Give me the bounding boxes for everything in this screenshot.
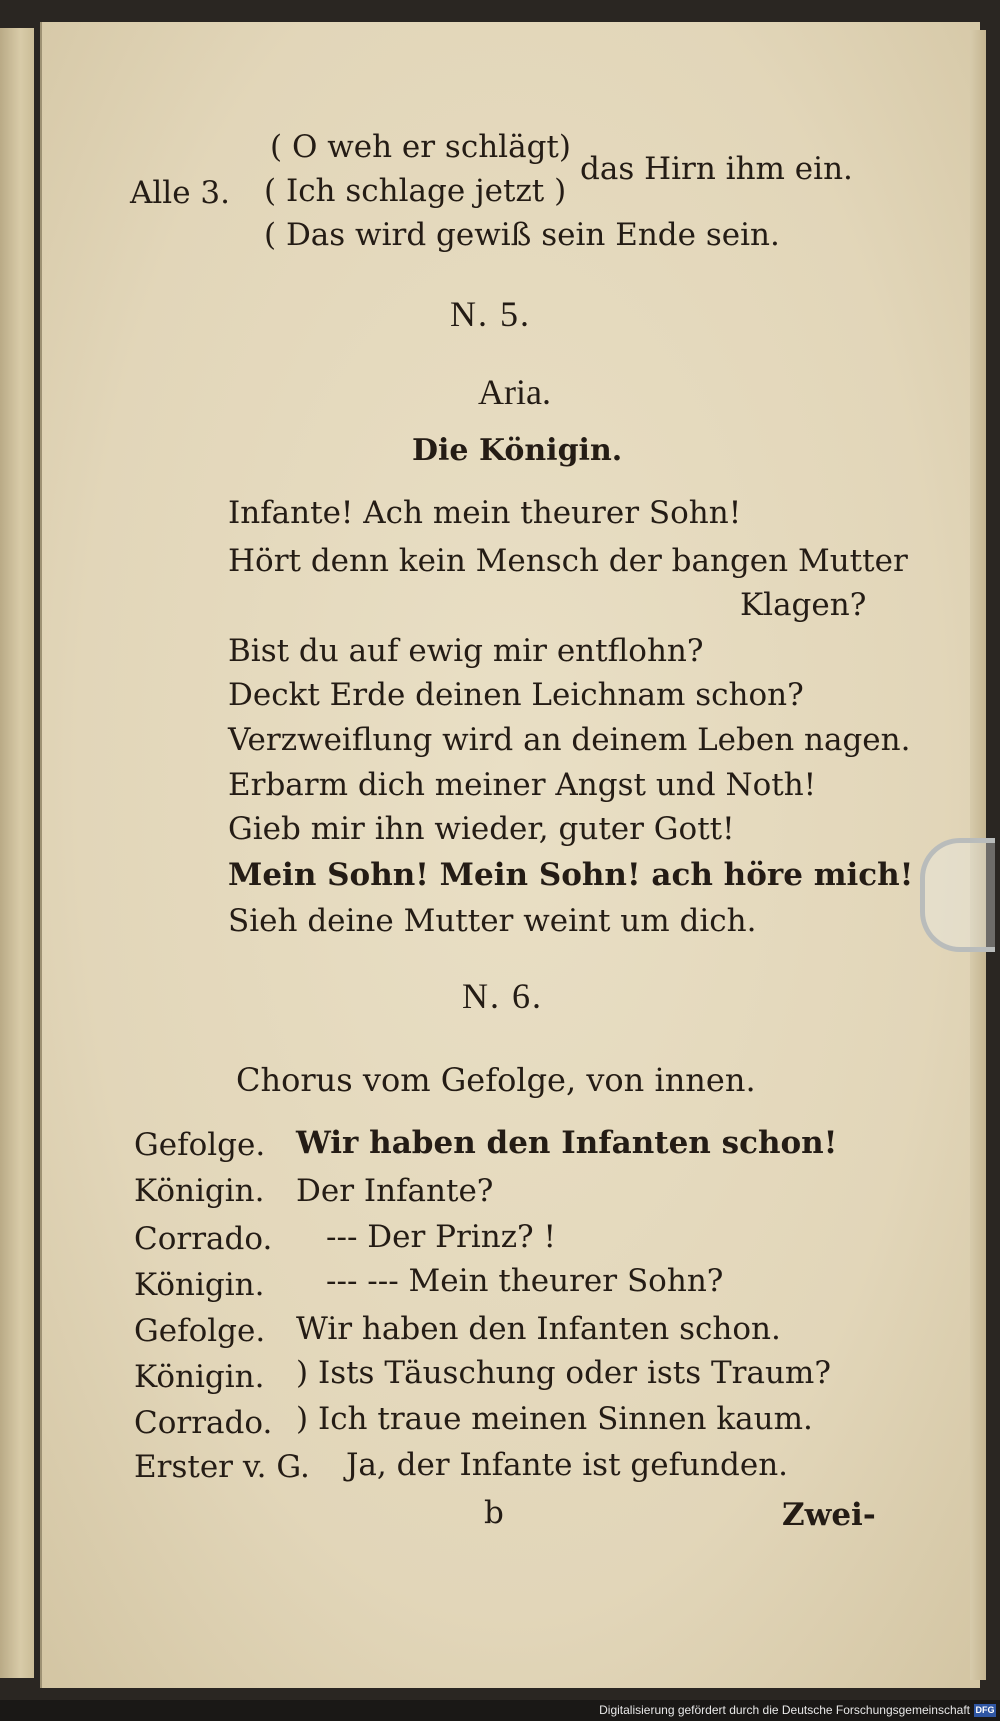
- dialogue-text: Wir haben den Infanten schon.: [296, 1311, 781, 1347]
- dialogue-speaker: Königin.: [134, 1173, 265, 1209]
- dialogue-speaker: Corrado.: [134, 1405, 273, 1441]
- trio-shared-line: das Hirn ihm ein.: [580, 151, 853, 187]
- page-clip: [920, 838, 995, 952]
- dialogue-speaker: Königin.: [134, 1359, 265, 1395]
- aria-line-2: Hört denn kein Mensch der bangen Mutter: [228, 543, 908, 579]
- dialogue-speaker: Erster v. G.: [134, 1449, 310, 1485]
- dialogue-text: --- Der Prinz? !: [326, 1219, 556, 1255]
- aria-line-5: Verzweiflung wird an deinem Leben nagen.: [228, 722, 911, 758]
- dialogue-text: Der Infante?: [296, 1173, 494, 1209]
- dialogue-speaker: Gefolge.: [134, 1313, 266, 1349]
- dialogue-speaker: Königin.: [134, 1267, 265, 1303]
- dialogue-text: ) Ich traue meinen Sinnen kaum.: [296, 1401, 813, 1437]
- aria-line-6: Erbarm dich meiner Angst und Noth!: [228, 767, 817, 803]
- signature-mark: b: [484, 1495, 504, 1531]
- dialogue-text: --- --- Mein theurer Sohn?: [326, 1263, 724, 1299]
- aria-line-1: Infante! Ach mein theurer Sohn!: [228, 495, 742, 531]
- section-5-number: N. 5.: [450, 294, 531, 334]
- dfg-logo: DFG: [975, 1705, 995, 1715]
- dialogue-text: Ja, der Infante ist gefunden.: [346, 1447, 789, 1483]
- credit-text: Digitalisierung gefördert durch die Deutsche Forschungsgemeinschaft: [599, 1703, 970, 1717]
- dialogue-text: Wir haben den Infanten schon!: [296, 1125, 838, 1161]
- aria-line-4: Deckt Erde deinen Leichnam schon?: [228, 677, 804, 713]
- aria-line-7: Gieb mir ihn wieder, guter Gott!: [228, 811, 735, 847]
- aria-line-2-cont: Klagen?: [740, 587, 867, 623]
- section-5-type: Aria.: [478, 372, 551, 412]
- dialogue-text: ) Ists Täuschung oder ists Traum?: [296, 1355, 831, 1391]
- credit-bar: [0, 1700, 1000, 1721]
- section-6-number: N. 6.: [462, 976, 543, 1016]
- trio-line-3: ( Das wird gewiß sein Ende sein.: [264, 217, 780, 253]
- trio-line-1: ( O weh er schlägt): [270, 129, 571, 165]
- aria-line-8: Mein Sohn! Mein Sohn! ach höre mich!: [228, 857, 914, 893]
- trio-line-2: ( Ich schlage jetzt ): [264, 173, 567, 209]
- dialogue-speaker: Gefolge.: [134, 1127, 266, 1163]
- catchword: Zwei-: [782, 1497, 876, 1533]
- aria-line-9: Sieh deine Mutter weint um dich.: [228, 903, 757, 939]
- section-6-heading: Chorus vom Gefolge, von innen.: [236, 1061, 756, 1099]
- section-5-character: Die Königin.: [412, 433, 623, 468]
- facing-page-edge: [0, 28, 34, 1678]
- dialogue-speaker: Corrado.: [134, 1221, 273, 1257]
- trio-speaker: Alle 3.: [130, 175, 230, 211]
- aria-line-3: Bist du auf ewig mir entflohn?: [228, 633, 704, 669]
